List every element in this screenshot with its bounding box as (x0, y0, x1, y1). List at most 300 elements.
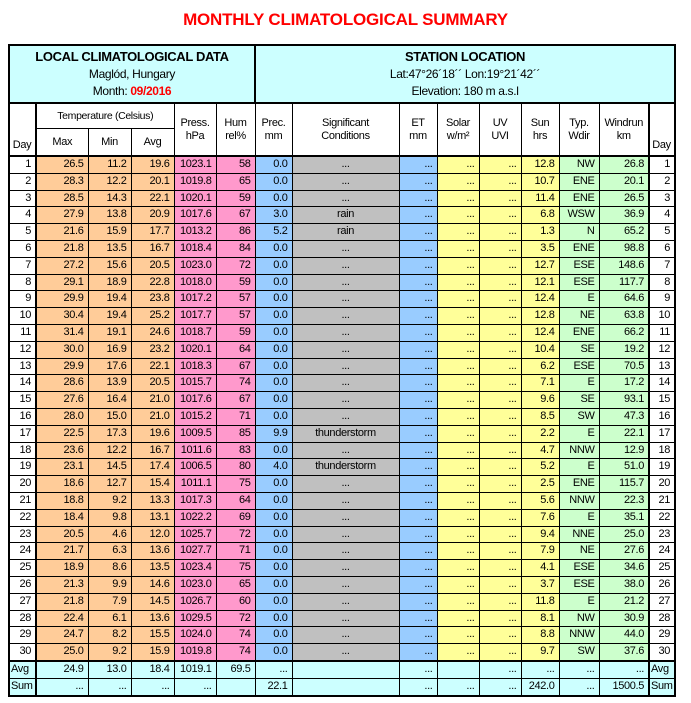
day-row (9, 190, 675, 207)
solar-cell: ... (437, 476, 479, 493)
et-cell: ... (399, 291, 437, 308)
wind-direction-cell: NW (559, 610, 599, 627)
max-temp-cell: 27.6 (36, 392, 88, 409)
day-cell: 23 (9, 526, 36, 543)
max-temp-cell: 21.6 (36, 224, 88, 241)
day-cell: 12 (9, 341, 36, 358)
humidity-cell: 58 (216, 156, 255, 173)
col-header-conditions: Significant Conditions (292, 103, 399, 156)
min-temp-cell: 13.0 (88, 661, 131, 678)
min-temp-cell: 6.1 (88, 610, 131, 627)
day-row (9, 459, 675, 476)
pressure-cell: 1017.2 (174, 291, 216, 308)
precipitation-cell: 0.0 (255, 442, 292, 459)
conditions-cell: ... (292, 375, 399, 392)
et-cell: ... (399, 308, 437, 325)
day-cell: 30 (9, 644, 36, 661)
windrun-cell: 21.2 (599, 593, 649, 610)
avg-temp-cell: 16.7 (131, 240, 174, 257)
precipitation-cell: 9.9 (255, 425, 292, 442)
day-cell: 5 (9, 224, 36, 241)
et-cell: ... (399, 442, 437, 459)
avg-temp-cell: 14.6 (131, 576, 174, 593)
wind-direction-cell: NE (559, 543, 599, 560)
min-temp-cell: 12.2 (88, 442, 131, 459)
humidity-cell: 67 (216, 392, 255, 409)
et-cell: ... (399, 492, 437, 509)
humidity-cell: 64 (216, 492, 255, 509)
windrun-cell: 63.8 (599, 308, 649, 325)
min-temp-cell: 8.6 (88, 560, 131, 577)
windrun-cell: 117.7 (599, 274, 649, 291)
humidity-cell: 72 (216, 610, 255, 627)
solar-cell: ... (437, 576, 479, 593)
uv-cell: ... (479, 526, 521, 543)
et-cell: ... (399, 190, 437, 207)
wind-direction-cell: SE (559, 392, 599, 409)
day-cell-right: 13 (649, 358, 675, 375)
min-temp-cell: 19.4 (88, 308, 131, 325)
avg-temp-cell: 15.5 (131, 627, 174, 644)
conditions-cell: ... (292, 593, 399, 610)
conditions-cell: ... (292, 274, 399, 291)
day-cell: 27 (9, 593, 36, 610)
solar-cell: ... (437, 341, 479, 358)
min-temp-cell: 12.7 (88, 476, 131, 493)
avg-temp-cell: 15.4 (131, 476, 174, 493)
min-temp-cell: 9.2 (88, 644, 131, 661)
conditions-cell: ... (292, 560, 399, 577)
month-line (10, 83, 254, 100)
day-cell-right: 3 (649, 190, 675, 207)
pressure-cell: ... (174, 678, 216, 695)
day-cell-right: 6 (649, 240, 675, 257)
precipitation-cell: 0.0 (255, 576, 292, 593)
col-header-day-left: Day (9, 103, 36, 156)
sun-cell: 12.1 (521, 274, 559, 291)
uv-cell: ... (479, 224, 521, 241)
humidity-cell: 85 (216, 425, 255, 442)
windrun-cell: 26.5 (599, 190, 649, 207)
min-temp-cell: 11.2 (88, 156, 131, 173)
avg-temp-cell: 23.2 (131, 341, 174, 358)
day-cell: 11 (9, 324, 36, 341)
windrun-cell: 22.3 (599, 492, 649, 509)
max-temp-cell: 28.0 (36, 408, 88, 425)
uv-cell: ... (479, 341, 521, 358)
day-cell: 26 (9, 576, 36, 593)
max-temp-cell: 27.2 (36, 257, 88, 274)
pressure-cell: 1019.8 (174, 173, 216, 190)
sum-row-label: Sum (649, 678, 675, 695)
sun-cell: 242.0 (521, 678, 559, 695)
conditions-cell: ... (292, 291, 399, 308)
uv-cell: ... (479, 509, 521, 526)
windrun-cell: 115.7 (599, 476, 649, 493)
day-cell-right: 10 (649, 308, 675, 325)
wind-direction-cell: SW (559, 644, 599, 661)
humidity-cell: 86 (216, 224, 255, 241)
pressure-cell: 1006.5 (174, 459, 216, 476)
max-temp-cell: 18.4 (36, 509, 88, 526)
sun-cell: 7.9 (521, 543, 559, 560)
day-cell-right: 28 (649, 610, 675, 627)
day-row (9, 173, 675, 190)
col-header-min: Min (88, 129, 131, 157)
day-row (9, 408, 675, 425)
pressure-cell: 1020.1 (174, 341, 216, 358)
humidity-cell: 72 (216, 257, 255, 274)
max-temp-cell: 28.3 (36, 173, 88, 190)
et-cell: ... (399, 173, 437, 190)
sun-cell: 5.2 (521, 459, 559, 476)
conditions-cell: ... (292, 543, 399, 560)
conditions-cell: ... (292, 392, 399, 409)
sun-cell: 12.4 (521, 291, 559, 308)
uv-cell: ... (479, 156, 521, 173)
day-cell-right: 20 (649, 476, 675, 493)
et-cell: ... (399, 459, 437, 476)
station-coordinates: Lat:47°26´18´´ Lon:19°21´42´´ (389, 67, 541, 81)
day-row (9, 156, 675, 173)
max-temp-cell: 26.5 (36, 156, 88, 173)
day-row (9, 207, 675, 224)
day-cell: 17 (9, 425, 36, 442)
avg-temp-cell: 25.2 (131, 308, 174, 325)
day-cell-right: 9 (649, 291, 675, 308)
solar-cell: ... (437, 224, 479, 241)
uv-cell: ... (479, 308, 521, 325)
humidity-cell: 84 (216, 240, 255, 257)
et-cell: ... (399, 543, 437, 560)
day-row (9, 308, 675, 325)
pressure-cell: 1023.0 (174, 257, 216, 274)
day-row (9, 560, 675, 577)
precipitation-cell: 0.0 (255, 156, 292, 173)
conditions-cell: thunderstorm (292, 459, 399, 476)
uv-cell: ... (479, 593, 521, 610)
sun-cell: ... (521, 661, 559, 678)
precipitation-cell: 0.0 (255, 492, 292, 509)
uv-cell: ... (479, 190, 521, 207)
wind-direction-cell: NW (559, 156, 599, 173)
pressure-cell: 1027.7 (174, 543, 216, 560)
et-cell: ... (399, 509, 437, 526)
wind-direction-cell: ENE (559, 324, 599, 341)
max-temp-cell: 23.6 (36, 442, 88, 459)
sun-cell: 4.7 (521, 442, 559, 459)
wind-direction-cell: ESE (559, 560, 599, 577)
humidity-cell: 83 (216, 442, 255, 459)
wind-direction-cell: SE (559, 341, 599, 358)
avg-temp-cell: 19.6 (131, 156, 174, 173)
day-cell-right: 2 (649, 173, 675, 190)
humidity-cell: 59 (216, 190, 255, 207)
wind-direction-cell: ... (559, 661, 599, 678)
max-temp-cell: 24.7 (36, 627, 88, 644)
et-cell: ... (399, 375, 437, 392)
day-cell-right: 1 (649, 156, 675, 173)
day-cell: 13 (9, 358, 36, 375)
uv-cell: ... (479, 240, 521, 257)
day-cell: 15 (9, 392, 36, 409)
conditions-cell: rain (292, 207, 399, 224)
min-temp-cell: 13.8 (88, 207, 131, 224)
uv-cell: ... (479, 324, 521, 341)
wind-direction-cell: ENE (559, 476, 599, 493)
et-cell: ... (399, 224, 437, 241)
pressure-cell: 1029.5 (174, 610, 216, 627)
uv-cell: ... (479, 173, 521, 190)
windrun-cell: 148.6 (599, 257, 649, 274)
pressure-cell: 1017.3 (174, 492, 216, 509)
daily-data-rows (9, 156, 675, 696)
avg-temp-cell: ... (131, 678, 174, 695)
wind-direction-cell: NNW (559, 492, 599, 509)
pressure-cell: 1023.0 (174, 576, 216, 593)
pressure-cell: 1017.7 (174, 308, 216, 325)
et-cell: ... (399, 240, 437, 257)
humidity-cell: 80 (216, 459, 255, 476)
wind-direction-cell: E (559, 291, 599, 308)
uv-cell: ... (479, 408, 521, 425)
day-cell-right: 21 (649, 492, 675, 509)
avg-temp-cell: 17.7 (131, 224, 174, 241)
solar-cell: ... (437, 678, 479, 695)
humidity-cell: 74 (216, 375, 255, 392)
windrun-cell: 47.3 (599, 408, 649, 425)
precipitation-cell: 0.0 (255, 291, 292, 308)
et-cell: ... (399, 610, 437, 627)
pressure-cell: 1024.0 (174, 627, 216, 644)
day-cell: 9 (9, 291, 36, 308)
solar-cell: ... (437, 156, 479, 173)
humidity-cell: 71 (216, 543, 255, 560)
wind-direction-cell: NE (559, 308, 599, 325)
wind-direction-cell: E (559, 425, 599, 442)
uv-cell: ... (479, 392, 521, 409)
pressure-cell: 1011.1 (174, 476, 216, 493)
avg-temp-cell: 17.4 (131, 459, 174, 476)
day-row (9, 442, 675, 459)
day-cell: 2 (9, 173, 36, 190)
solar-cell: ... (437, 190, 479, 207)
uv-cell: ... (479, 661, 521, 678)
day-cell-right: 15 (649, 392, 675, 409)
et-cell: ... (399, 156, 437, 173)
avg-temp-cell: 20.5 (131, 257, 174, 274)
max-temp-cell: 29.9 (36, 291, 88, 308)
humidity-cell: 59 (216, 274, 255, 291)
sun-cell: 6.8 (521, 207, 559, 224)
et-cell: ... (399, 341, 437, 358)
et-cell: ... (399, 627, 437, 644)
day-cell: 24 (9, 543, 36, 560)
uv-cell: ... (479, 492, 521, 509)
solar-cell (437, 661, 479, 678)
wind-direction-cell: ESE (559, 358, 599, 375)
day-cell-right: 14 (649, 375, 675, 392)
col-header-temperature-group: Temperature (Celsius) (36, 103, 174, 129)
day-cell: 22 (9, 509, 36, 526)
min-temp-cell: 15.9 (88, 224, 131, 241)
pressure-cell: 1020.1 (174, 190, 216, 207)
pressure-cell: 1015.2 (174, 408, 216, 425)
conditions-cell: ... (292, 173, 399, 190)
solar-cell: ... (437, 207, 479, 224)
et-cell: ... (399, 392, 437, 409)
solar-cell: ... (437, 492, 479, 509)
windrun-cell: 25.0 (599, 526, 649, 543)
precipitation-cell: 0.0 (255, 375, 292, 392)
wind-direction-cell: ESE (559, 576, 599, 593)
solar-cell: ... (437, 358, 479, 375)
windrun-cell: 93.1 (599, 392, 649, 409)
col-header-avg: Avg (131, 129, 174, 157)
humidity-cell: 59 (216, 324, 255, 341)
pressure-cell: 1009.5 (174, 425, 216, 442)
precipitation-cell: 0.0 (255, 240, 292, 257)
precipitation-cell: 0.0 (255, 610, 292, 627)
sun-cell: 12.4 (521, 324, 559, 341)
col-header-precipitation: Prec. mm (255, 103, 292, 156)
precipitation-cell: 22.1 (255, 678, 292, 695)
precipitation-cell: 0.0 (255, 593, 292, 610)
avg-temp-cell: 22.8 (131, 274, 174, 291)
min-temp-cell: 16.4 (88, 392, 131, 409)
sun-cell: 3.5 (521, 240, 559, 257)
local-data-title: LOCAL CLIMATOLOGICAL DATA (35, 49, 229, 64)
uv-cell: ... (479, 358, 521, 375)
wind-direction-cell: E (559, 459, 599, 476)
precipitation-cell: 4.0 (255, 459, 292, 476)
avg-temp-cell: 20.5 (131, 375, 174, 392)
windrun-cell: 34.6 (599, 560, 649, 577)
pressure-cell: 1019.1 (174, 661, 216, 678)
solar-cell: ... (437, 593, 479, 610)
wind-direction-cell: ... (559, 678, 599, 695)
uv-cell: ... (479, 576, 521, 593)
et-cell: ... (399, 257, 437, 274)
solar-cell: ... (437, 610, 479, 627)
solar-cell: ... (437, 526, 479, 543)
solar-cell: ... (437, 291, 479, 308)
windrun-cell: 36.9 (599, 207, 649, 224)
day-row (9, 341, 675, 358)
station-elevation: Elevation: 180 m a.s.l (411, 84, 519, 98)
windrun-cell: ... (599, 661, 649, 678)
max-temp-cell: 18.8 (36, 492, 88, 509)
min-temp-cell: 17.6 (88, 358, 131, 375)
solar-cell: ... (437, 509, 479, 526)
precipitation-cell: 0.0 (255, 408, 292, 425)
precipitation-cell: 0.0 (255, 341, 292, 358)
pressure-cell: 1015.7 (174, 375, 216, 392)
conditions-cell: ... (292, 442, 399, 459)
day-cell-right: 8 (649, 274, 675, 291)
windrun-cell: 44.0 (599, 627, 649, 644)
uv-cell: ... (479, 644, 521, 661)
wind-direction-cell: NNW (559, 442, 599, 459)
col-header-windrun: Windrun km (599, 103, 649, 156)
solar-cell: ... (437, 392, 479, 409)
humidity-cell: 74 (216, 627, 255, 644)
humidity-cell: 57 (216, 291, 255, 308)
et-cell: ... (399, 593, 437, 610)
conditions-cell: ... (292, 610, 399, 627)
max-temp-cell: 21.3 (36, 576, 88, 593)
avg-temp-cell: 23.8 (131, 291, 174, 308)
day-cell: 16 (9, 408, 36, 425)
max-temp-cell: 18.9 (36, 560, 88, 577)
windrun-cell: 12.9 (599, 442, 649, 459)
sun-cell: 5.6 (521, 492, 559, 509)
max-temp-cell: 18.6 (36, 476, 88, 493)
col-header-pressure: Press. hPa (174, 103, 216, 156)
pressure-cell: 1026.7 (174, 593, 216, 610)
sun-cell: 2.5 (521, 476, 559, 493)
sum-row-label: Sum (9, 678, 36, 695)
max-temp-cell: 30.4 (36, 308, 88, 325)
pressure-cell: 1017.6 (174, 392, 216, 409)
avg-temp-cell: 13.5 (131, 560, 174, 577)
windrun-cell: 51.0 (599, 459, 649, 476)
sun-cell: 12.7 (521, 257, 559, 274)
day-row (9, 543, 675, 560)
max-temp-cell: 22.5 (36, 425, 88, 442)
avg-temp-cell: 19.6 (131, 425, 174, 442)
sun-cell: 1.3 (521, 224, 559, 241)
humidity-cell: 72 (216, 526, 255, 543)
sun-cell: 7.6 (521, 509, 559, 526)
avg-temp-cell: 22.1 (131, 358, 174, 375)
max-temp-cell: 24.9 (36, 661, 88, 678)
min-temp-cell: 4.6 (88, 526, 131, 543)
col-header-et: ET mm (399, 103, 437, 156)
min-temp-cell: 9.9 (88, 576, 131, 593)
pressure-cell: 1022.2 (174, 509, 216, 526)
min-temp-cell: 13.9 (88, 375, 131, 392)
col-header-sun: Sun hrs (521, 103, 559, 156)
uv-cell: ... (479, 291, 521, 308)
et-cell: ... (399, 661, 437, 678)
conditions-cell: rain (292, 224, 399, 241)
avg-temp-cell: 13.6 (131, 610, 174, 627)
month-label: Month: (92, 84, 131, 98)
et-cell: ... (399, 408, 437, 425)
conditions-cell: ... (292, 476, 399, 493)
windrun-cell: 22.1 (599, 425, 649, 442)
avg-temp-cell: 24.6 (131, 324, 174, 341)
humidity-cell: 69.5 (216, 661, 255, 678)
wind-direction-cell: NNE (559, 526, 599, 543)
col-header-humidity: Hum rel% (216, 103, 255, 156)
min-temp-cell: 13.5 (88, 240, 131, 257)
day-row (9, 425, 675, 442)
precipitation-cell: 0.0 (255, 476, 292, 493)
pressure-cell: 1025.7 (174, 526, 216, 543)
humidity-cell: 64 (216, 341, 255, 358)
conditions-cell: ... (292, 627, 399, 644)
day-row (9, 492, 675, 509)
solar-cell: ... (437, 644, 479, 661)
avg-temp-cell: 18.4 (131, 661, 174, 678)
avg-temp-cell: 21.0 (131, 392, 174, 409)
et-cell: ... (399, 476, 437, 493)
avg-row-label: Avg (649, 661, 675, 678)
conditions-cell: ... (292, 526, 399, 543)
conditions-cell: ... (292, 341, 399, 358)
